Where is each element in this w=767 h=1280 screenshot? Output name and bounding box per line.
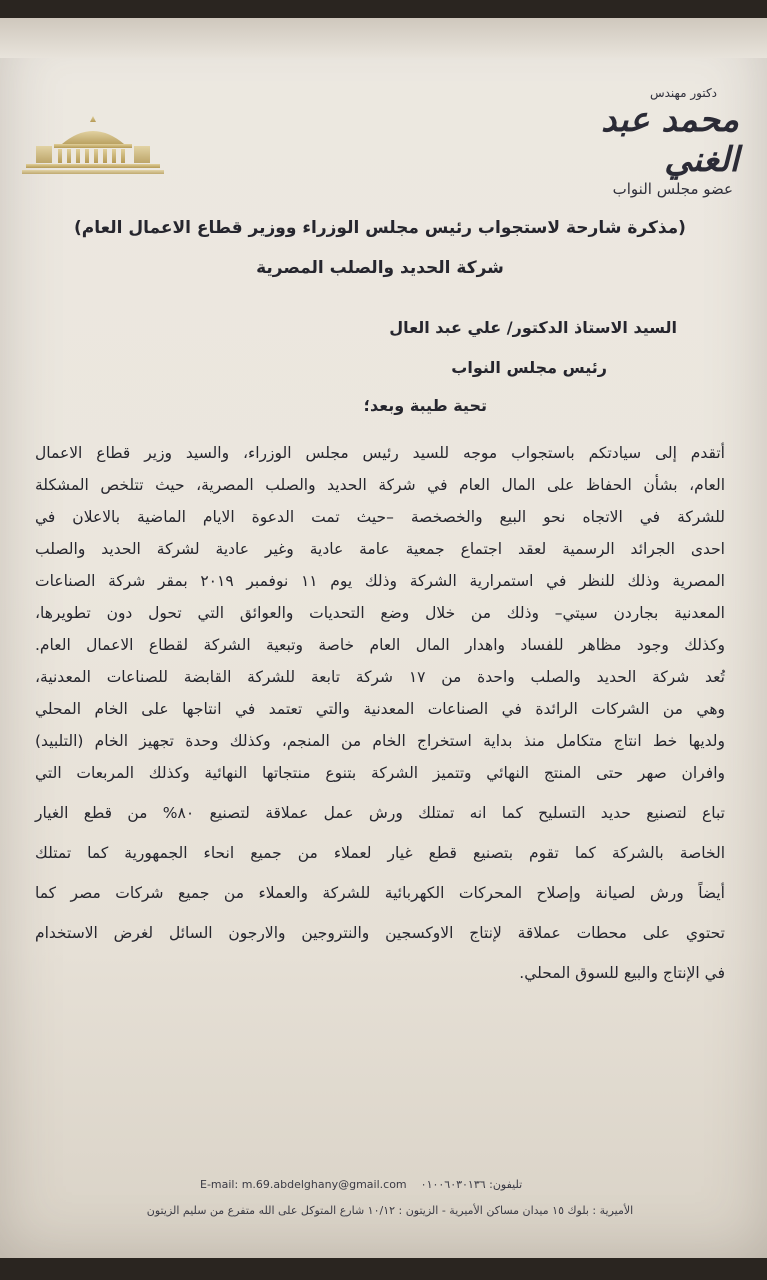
addressee-title: رئيس مجلس النواب [451, 358, 607, 377]
body-line: العام، بشأن الحفاظ على المال العام في شركة الحديد والصلب المصرية، حيث تتلخص المشكلة [35, 476, 725, 494]
body-line: تحتوي على محطات عملاقة لإنتاج الاوكسجين والنتروجين والارجون السائل لغرض الاستخدام [35, 924, 725, 942]
letterhead-signature: محمد عبد الغني [601, 100, 739, 180]
letterhead-member: عضو مجلس النواب [612, 180, 733, 198]
addressee-name: السيد الاستاذ الدكتور/ علي عبد العال [389, 318, 677, 337]
body-line: تباع لتصنيع حديد التسليح كما انه تمتلك ورش عمل عملاقة لتصنيع ٨٠% من قطع الغيار [35, 804, 725, 822]
footer-contact [200, 1178, 620, 1191]
body-line: وهي من الشركات الرائدة في الصناعات المعدنية والتي تعتمد في انتاجها على الخام المحلي [35, 700, 725, 718]
letterhead-title: دكتور مهندس [649, 86, 717, 100]
body-line: أتقدم إلى سيادتكم باستجواب موجه للسيد رئيس مجلس الوزراء، والسيد وزير قطاع الاعمال [35, 444, 725, 462]
body-line: في الإنتاج والبيع للسوق المحلي. [519, 964, 725, 982]
body-line: المصرية وذلك للنظر في استمرارية الشركة وذلك يوم ١١ نوفمبر ٢٠١٩ بمقر شركة الصناعات [35, 572, 725, 590]
body-line: وكذلك وجود مظاهر للفساد واهدار المال العام خاصة وتبعية الشركة لقطاع الاعمال العام. [35, 636, 725, 654]
footer-address: الأميرية : بلوك ١٥ ميدان مساكن الأميرية - الزيتون : ١٠/١٢ شارع المتوكل على الله متفرع من سليم الزيتون [146, 1204, 634, 1217]
footer-email: E-mail: m.69.abdelghany@gmail.com [200, 1178, 407, 1191]
body-line: أيضاً ورش لصيانة وإصلاح المحركات الكهربائية للشركة والعملاء من جميع شركات مصر كما [35, 884, 725, 902]
body-line: للشركة في الاتجاه نحو البيع والخصخصة –حيث تمت الدعوة الايام الماضية بالاعلان في [35, 508, 725, 526]
document-page [0, 18, 767, 1258]
body-line: ولديها خط انتاج متكامل منذ بداية استخراج الخام من المنجم، وكذلك وحدة تجهيز الخام (التلبيد) [35, 732, 725, 750]
greeting: تحية طيبة وبعد؛ [363, 396, 487, 415]
body-line: المعدنية بجاردن سيتي– وذلك من خلال وضع التحديات والعوائق التي تحول دون تطويرها، [35, 604, 725, 622]
subject-line-1: (مذكرة شارحة لاستجواب رئيس مجلس الوزراء ووزير قطاع الاعمال العام) [74, 218, 686, 238]
body-line: وافران صهر حتى المنتج النهائي وتتميز الشركة بتنوع منتجاتها النهائية وكذلك المربعات التي [35, 764, 725, 782]
body-line: الخاصة بالشركة كما تقوم بتصنيع قطع غيار لعملاء من جميع انحاء الجمهورية كما تمتلك [35, 844, 725, 862]
footer-phone: تليفون: ٠١٠٠٦٠٣٠١٣٦ [420, 1178, 523, 1191]
parliament-emblem-icon [22, 114, 164, 178]
body-line: تُعد شركة الحديد والصلب واحدة من ١٧ شركة تابعة للشركة القابضة للصناعات المعدنية، [35, 668, 725, 686]
letterhead [539, 86, 739, 198]
subject-line-2: شركة الحديد والصلب المصرية [256, 258, 504, 278]
page-fold [0, 18, 767, 58]
body-line: احدى الجرائد الرسمية لعقد اجتماع جمعية عامة عادية وغير عادية لشركة الحديد والصلب [35, 540, 725, 558]
